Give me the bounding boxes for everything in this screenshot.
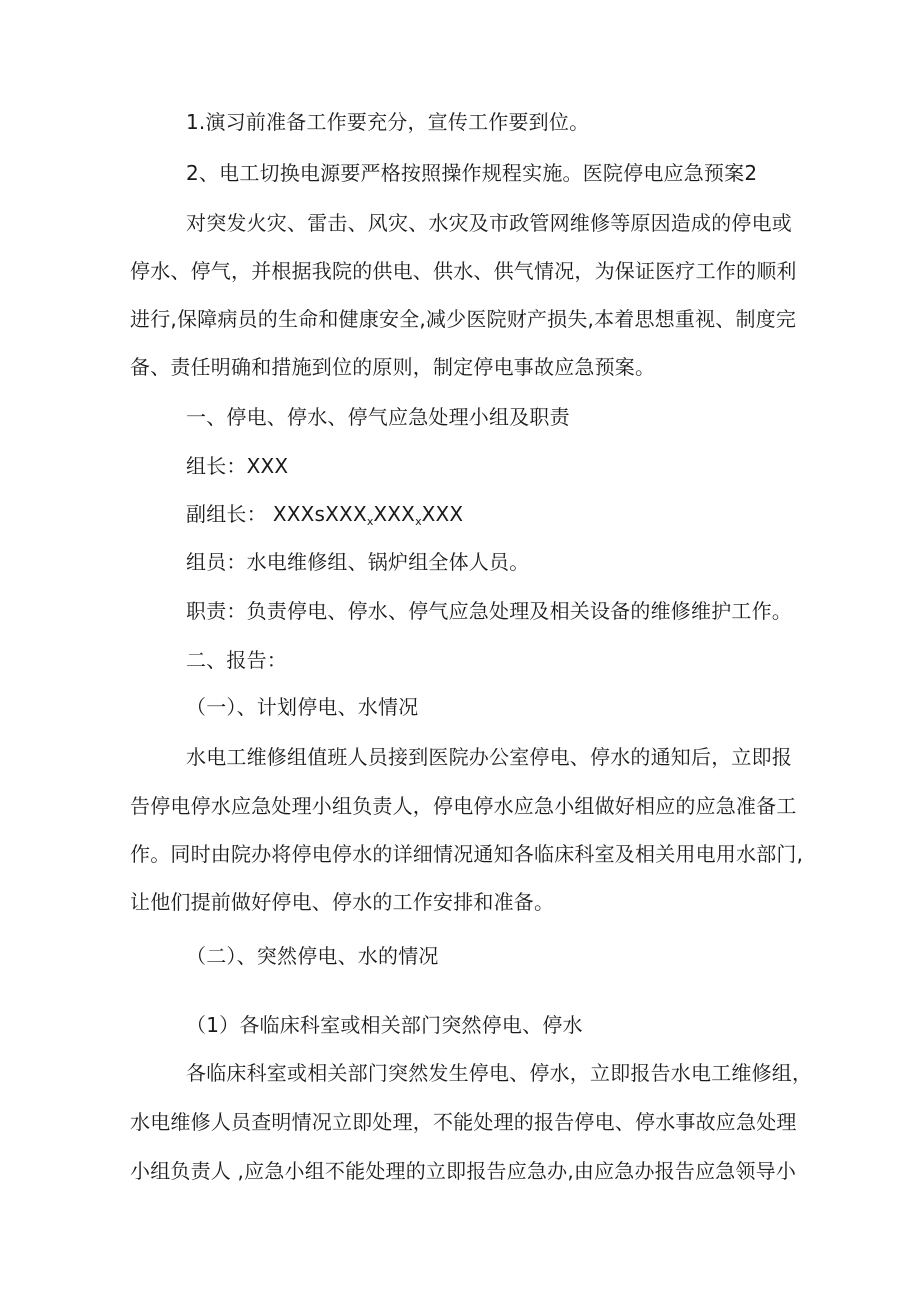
paragraph-intro-line-2: 停水、停气，并根据我院的供电、供水、供气情况，为保证医疗工作的顺利: [130, 259, 797, 283]
deputy-name-1: XXXsXXX: [272, 502, 367, 526]
paragraph-sudden-line-3: 小组负责人 ,应急小组不能处理的立即报告应急办,由应急办报告应急领导小: [130, 1159, 797, 1183]
members-line: 组员：水电维修组、锅炉组全体人员。: [186, 550, 530, 574]
duty-line: 职责：负责停电、停水、停气应急处理及相关设备的维修维护工作。: [186, 599, 792, 623]
paragraph-electrician: 2、电工切换电源要严格按照操作规程实施。医院停电应急预案2: [186, 161, 758, 185]
leader-line: 组长：XXX: [186, 454, 289, 478]
paragraph-planned-line-3: 作。同时由院办将停电停水的详细情况通知各临床科室及相关用电用水部门,: [130, 842, 804, 866]
subsection-sudden: （二）、突然停电、水的情况: [186, 944, 439, 968]
paragraph-planned-line-4: 让他们提前做好停电、停水的工作安排和准备。: [130, 890, 555, 914]
item-sudden-departments: （1）各临床科室或相关部门突然停电、停水: [186, 1013, 583, 1037]
paragraph-intro-line-3: 进行,保障病员的生命和健康安全,减少医院财产损失,本着思想重视、制度完: [130, 307, 797, 331]
paragraph-intro-line-4: 备、责任明确和措施到位的原则，制定停电事故应急预案。: [130, 355, 656, 379]
section-heading-1: 一、停电、停水、停气应急处理小组及职责: [186, 405, 570, 429]
deputy-label: 副组长：: [186, 502, 267, 526]
paragraph-sudden-line-2: 水电维修人员查明情况立即处理，不能处理的报告停电、停水事故应急处理: [130, 1110, 797, 1134]
deputy-sub-1: x: [366, 515, 374, 528]
paragraph-sudden-line-1: 各临床科室或相关部门突然发生停电、停水，立即报告水电工维修组，: [186, 1061, 813, 1085]
paragraph-planned-line-2: 告停电停水应急处理小组负责人，停电停水应急小组做好相应的应急准备工: [130, 794, 797, 818]
section-heading-2: 二、报告：: [186, 648, 287, 672]
subsection-planned: （一）、计划停电、水情况: [186, 695, 419, 719]
deputy-line: [186, 500, 463, 536]
deputy-name-3: XXX: [421, 502, 464, 526]
paragraph-intro-line-1: 对突发火灾、雷击、风灾、水灾及市政管网维修等原因造成的停电或: [186, 211, 792, 235]
paragraph-planned-line-1: 水电工维修组值班人员接到医院办公室停电、停水的通知后，立即报: [186, 745, 792, 769]
deputy-name-2: XXX: [373, 502, 416, 526]
paragraph-preparation: 1.演习前准备工作要充分，宣传工作要到位。: [186, 110, 590, 134]
deputy-sub-2: x: [415, 515, 422, 528]
